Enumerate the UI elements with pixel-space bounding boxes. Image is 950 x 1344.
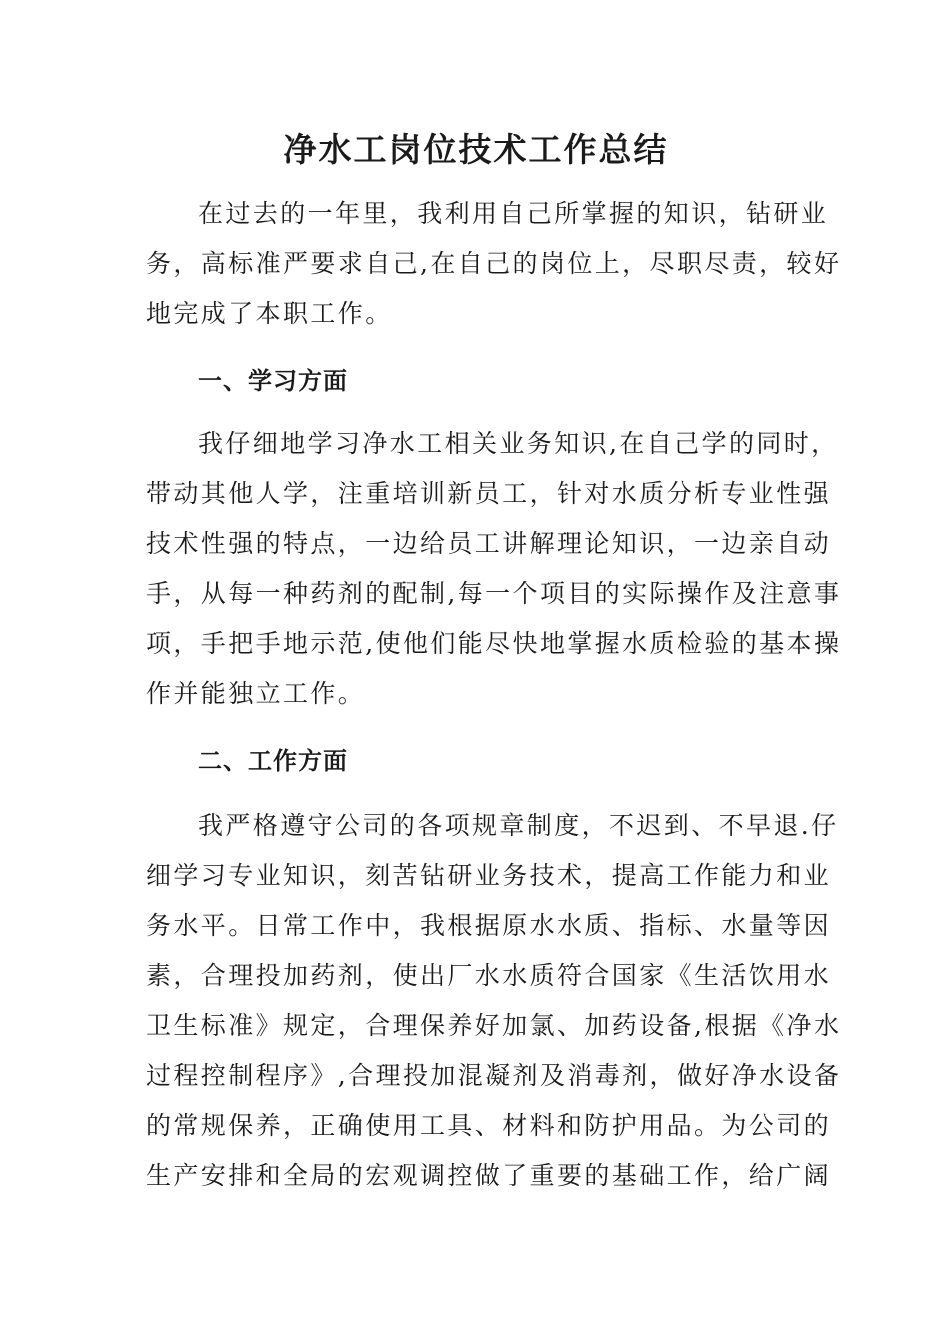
section-1-line-3: 技术性强的特点，一边给员工讲解理论知识，一边亲自动	[146, 529, 832, 558]
section-1-line-2: 带动其他人学，注重培训新员工，针对水质分析专业性强	[146, 479, 832, 508]
section-2-line-7: 的常规保养，正确使用工具、材料和防护用品。为公司的	[146, 1111, 832, 1140]
section-1-line-5: 项，手把手地示范,使他们能尽快地掌握水质检验的基本操	[146, 629, 842, 658]
section-1-line-6: 作并能独立工作。	[146, 679, 366, 708]
section-2-paragraph	[146, 801, 842, 1201]
section-2-line-1: 我严格遵守公司的各项规章制度，不迟到、不早退.仔	[198, 811, 839, 840]
section-1-line-1: 我仔细地学习净水工相关业务知识,在自己学的同时，	[198, 429, 839, 458]
section-2-line-2: 细学习专业知识，刻苦钻研业务技术，提高工作能力和业	[146, 861, 832, 890]
section-1-heading: 一、学习方面	[198, 367, 348, 395]
section-2-line-3: 务水平。日常工作中，我根据原水水质、指标、水量等因	[146, 911, 832, 940]
document-title: 净水工岗位技术工作总结	[283, 130, 669, 169]
section-2-line-6: 过程控制程序》,合理投加混凝剂及消毒剂，做好净水设备	[146, 1061, 842, 1090]
section-1-paragraph	[146, 419, 842, 719]
section-1-line-4: 手，从每一种药剂的配制,每一个项目的实际操作及注意事	[146, 579, 842, 608]
section-2-line-8: 生产安排和全局的宏观调控做了重要的基础工作，给广阔	[146, 1161, 832, 1190]
intro-line-1: 在过去的一年里，我利用自己所掌握的知识，钻研业	[198, 199, 829, 228]
section-2-line-4: 素，合理投加药剂，使出厂水水质符合国家《生活饮用水	[146, 961, 832, 990]
section-2-heading: 二、工作方面	[198, 747, 348, 775]
intro-line-3: 地完成了本职工作。	[146, 299, 393, 328]
intro-line-2: 务，高标准严要求自己,在自己的岗位上，尽职尽责，较好	[146, 249, 842, 278]
section-2-line-5: 卫生标准》规定，合理保养好加氯、加药设备,根据《净水	[146, 1011, 842, 1040]
intro-paragraph	[146, 189, 842, 339]
